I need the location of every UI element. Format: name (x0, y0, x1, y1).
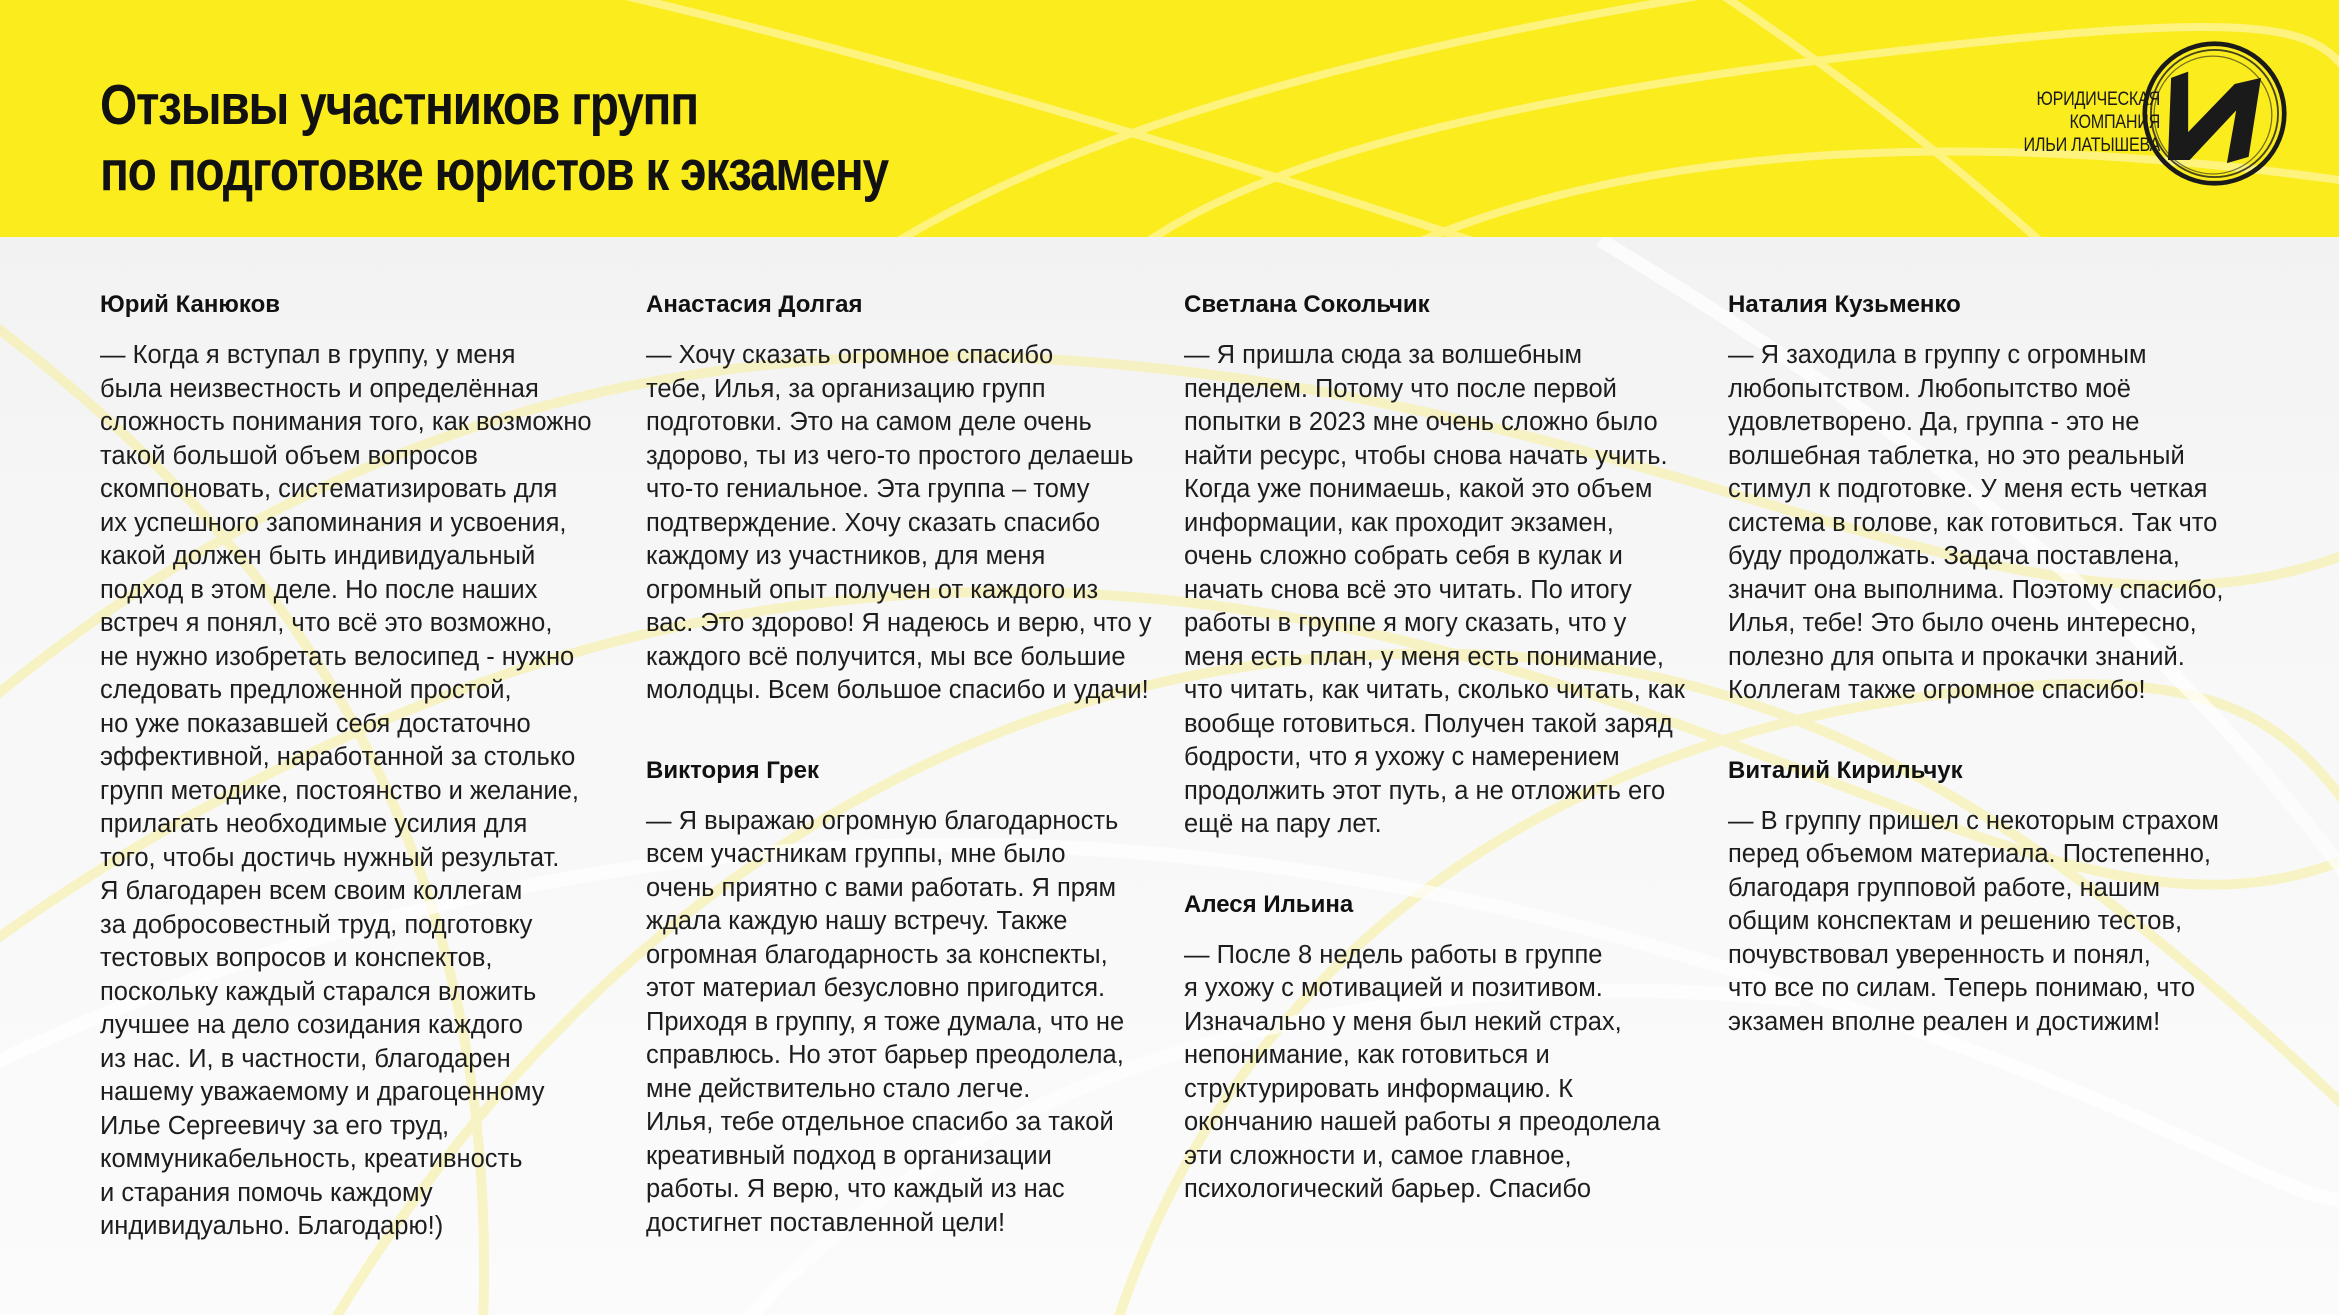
column-3 (1184, 290, 1704, 1207)
review-author: Светлана Сокольчик (1184, 291, 1430, 318)
review-text: — В группу пришел с некоторым страхом перед объемом материала. Постепенно, благодаря групповой работе, нашим общим конспектам и решению тестов, почувствовал уверенность и понял, что все по силам. Теперь понимаю, что экзамен вполне реален и достижим! (1728, 806, 2219, 1036)
review-author: Наталия Кузьменко (1728, 291, 1961, 318)
review-author: Виктория Грек (646, 756, 819, 784)
review-card (1184, 890, 1704, 1207)
column-4 (1728, 290, 2248, 1039)
review-card (1184, 290, 1704, 842)
review-card (646, 290, 1166, 708)
company-name: ЮРИДИЧЕСКАЯ КОМПАНИЯ ИЛЬИ ЛАТЫШЕВА (2023, 89, 2160, 156)
review-text: — Я заходила в группу с огромным любопытством. Любопытство моё удовлетворено. Да, группа - это не волшебная таблетка, но это реальный стимул к подготовке. У меня есть четкая система в голове, как готовиться. Так что буду продолжать. Задача поставлена, значит она выполнима. Поэтому спасибо, Илья, тебе! Это было очень интересно, полезно для опыта и прокачки знаний. Коллегам также огромное спасибо! (1728, 341, 2224, 704)
review-card (1728, 290, 2248, 708)
column-1 (100, 290, 620, 1244)
review-text: — Я пришла сюда за волшебным пенделем. Потому что после первой попытки в 2023 мне очень сложно было найти ресурс, чтобы снова начать учить. Когда уже понимаешь, какой это объем информации, как проходит экзамен, очень сложно собрать себя в кулак и начать снова всё это читать. По итогу работы в группе я могу сказать, что у меня есть план, у меня есть понимание, что читать, как читать, сколько читать, как вообще готовиться. Получен такой заряд бодрости, что я ухожу с намерением продолжить этот путь, а не отложить его ещё на пару лет. (1184, 341, 1685, 838)
review-author: Юрий Канюков (100, 291, 280, 318)
review-card (1728, 756, 2248, 1040)
ilya-latyshev-logo-icon (2137, 36, 2292, 191)
review-author: Анастасия Долгая (646, 291, 863, 318)
column-2 (646, 290, 1166, 1240)
page-title: Отзывы участников групп по подготовке юристов к экзамену (100, 73, 888, 203)
header-banner (0, 0, 2339, 237)
review-text: — Я выражаю огромную благодарность всем участникам группы, мне было очень приятно с вами работать. Я прям ждала каждую нашу встречу. Также огромная благодарность за конспекты, этот материал безусловно пригодится. Приходя в группу, я тоже думала, что не справлюсь. Но этот барьер преодолела, мне действительно стало легче. Илья, тебе отдельное спасибо за такой креативный подход в организации работы. Я верю, что каждый из нас достигнет поставленной цели! (646, 806, 1125, 1237)
review-text: — Когда я вступал в группу, у меня была неизвестность и определённая сложность понимания того, как возможно такой большой объем вопросов скомпоновать, систематизировать для их успешного запоминания и усвоения, какой должен быть индивидуальный подход в этом деле. Но после наших встреч я понял, что всё это возможно, не нужно изобретать велосипед - нужно следовать предложенной простой, но уже показавшей себя достаточно эффективной, наработанной за столько групп методике, постоянство и желание, прилагать необходимые усилия для того, чтобы достичь нужный результат. Я благодарен всем своим коллегам за добросовестный труд, подготовку тестовых вопросов и конспектов, поскольку каждый старался вложить лучшее на дело созидания каждого из нас. И, в частности, благодарен нашему уважаемому и драгоценному Илье Сергеевичу за его труд, коммуникабельность, креативность и старания помочь каждому индивидуально. Благодарю!) (100, 341, 592, 1240)
review-card (100, 290, 620, 1244)
review-author: Алеся Ильина (1184, 890, 1354, 918)
review-text: — Хочу сказать огромное спасибо тебе, Илья, за организацию групп подготовки. Это на самом деле очень здорово, ты из чего-то простого делаешь что-то гениальное. Эта группа – тому подтверждение. Хочу сказать спасибо каждому из участников, для меня огромный опыт получен от каждого из вас. Это здорово! Я надеюсь и верю, что у каждого всё получится, мы все большие молодцы. Всем большое спасибо и удачи! (646, 341, 1152, 704)
review-author: Виталий Кирильчук (1728, 756, 1963, 784)
review-card (646, 756, 1166, 1241)
review-text: — После 8 недель работы в группе я ухожу с мотивацией и позитивом. Изначально у меня был некий страх, непонимание, как готовиться и структурировать информацию. К окончанию нашей работы я преодолела эти сложности и, самое главное, психологический барьер. Спасибо (1184, 940, 1661, 1203)
